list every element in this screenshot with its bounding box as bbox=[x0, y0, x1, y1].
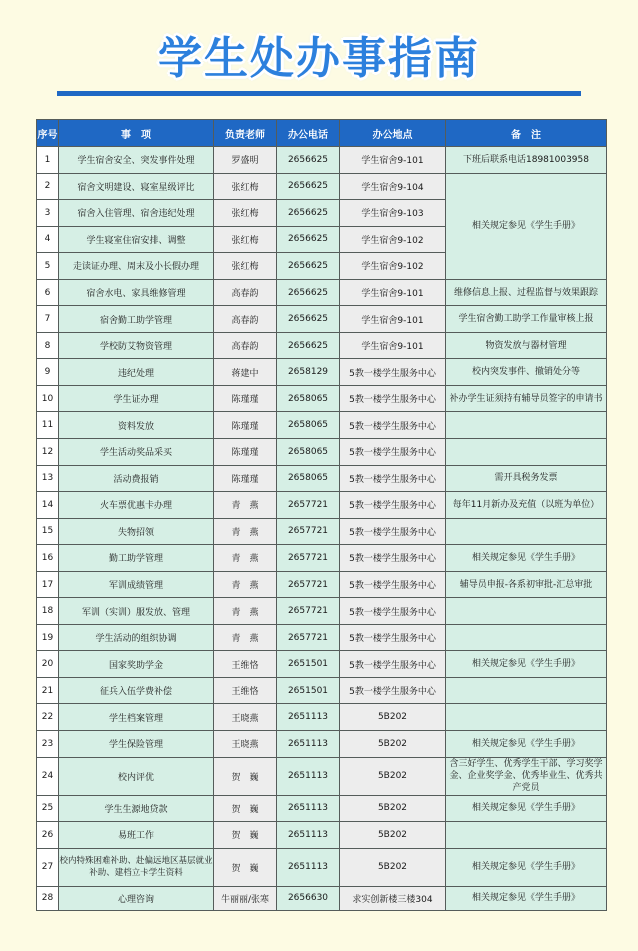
row-item: 学生活动奖品采买 bbox=[59, 439, 214, 466]
row-note bbox=[446, 822, 607, 849]
table-row bbox=[37, 731, 607, 758]
page-title: 学生处办事指南 bbox=[158, 33, 480, 84]
table-row bbox=[37, 545, 607, 572]
row-teacher: 蒋建中 bbox=[214, 359, 277, 386]
row-place: 5B202 bbox=[340, 848, 446, 886]
row-place: 5B202 bbox=[340, 757, 446, 795]
row-place: 5教一楼学生服务中心 bbox=[340, 571, 446, 598]
row-item: 军训成绩管理 bbox=[59, 571, 214, 598]
row-note: 物资发放与器材管理 bbox=[446, 332, 607, 359]
row-note bbox=[446, 518, 607, 545]
row-item: 学生档案管理 bbox=[59, 704, 214, 731]
table-row bbox=[37, 651, 607, 678]
row-place: 学生宿舍9-104 bbox=[340, 173, 446, 200]
row-teacher: 青 燕 bbox=[214, 545, 277, 572]
row-teacher: 青 燕 bbox=[214, 492, 277, 519]
row-teacher: 贺 巍 bbox=[214, 822, 277, 849]
row-phone: 2651113 bbox=[277, 795, 340, 822]
row-place: 5教一楼学生服务中心 bbox=[340, 412, 446, 439]
row-note: 维修信息上报、过程监督与效果跟踪 bbox=[446, 279, 607, 306]
row-note: 下班后联系电话18981003958 bbox=[446, 147, 607, 174]
row-number: 25 bbox=[37, 795, 59, 822]
row-number: 1 bbox=[37, 147, 59, 174]
row-number: 19 bbox=[37, 624, 59, 651]
row-item: 学校防艾物资管理 bbox=[59, 332, 214, 359]
table-row bbox=[37, 886, 607, 910]
row-item: 学生活动的组织协调 bbox=[59, 624, 214, 651]
row-place: 学生宿舍9-101 bbox=[340, 306, 446, 333]
row-note bbox=[446, 412, 607, 439]
row-number: 4 bbox=[37, 226, 59, 253]
row-teacher: 王维恪 bbox=[214, 677, 277, 704]
row-phone: 2651113 bbox=[277, 704, 340, 731]
row-teacher: 陈瑾瑾 bbox=[214, 465, 277, 492]
col-header-item: 事 项 bbox=[59, 120, 214, 147]
row-place: 5教一楼学生服务中心 bbox=[340, 492, 446, 519]
row-phone: 2658065 bbox=[277, 385, 340, 412]
row-item: 勤工助学管理 bbox=[59, 545, 214, 572]
row-phone: 2656625 bbox=[277, 147, 340, 174]
row-item: 校内评优 bbox=[59, 757, 214, 795]
table-row bbox=[37, 279, 607, 306]
row-item: 学生宿舍安全、突发事件处理 bbox=[59, 147, 214, 174]
row-teacher: 青 燕 bbox=[214, 571, 277, 598]
row-note: 需开具税务发票 bbox=[446, 465, 607, 492]
row-item: 心理咨询 bbox=[59, 886, 214, 910]
row-note: 相关规定参见《学生手册》 bbox=[446, 731, 607, 758]
row-place: 学生宿舍9-101 bbox=[340, 332, 446, 359]
table-row bbox=[37, 624, 607, 651]
row-number: 22 bbox=[37, 704, 59, 731]
row-place: 5教一楼学生服务中心 bbox=[340, 359, 446, 386]
row-place: 5教一楼学生服务中心 bbox=[340, 385, 446, 412]
row-item: 资料发放 bbox=[59, 412, 214, 439]
table-row bbox=[37, 465, 607, 492]
row-number: 20 bbox=[37, 651, 59, 678]
row-note bbox=[446, 624, 607, 651]
row-note: 相关规定参见《学生手册》 bbox=[446, 795, 607, 822]
row-item: 国家奖助学金 bbox=[59, 651, 214, 678]
row-phone: 2658129 bbox=[277, 359, 340, 386]
row-teacher: 张红梅 bbox=[214, 200, 277, 227]
row-place: 5B202 bbox=[340, 795, 446, 822]
row-phone: 2651113 bbox=[277, 731, 340, 758]
row-note bbox=[446, 677, 607, 704]
row-note: 相关规定参见《学生手册》 bbox=[446, 651, 607, 678]
row-place: 学生宿舍9-103 bbox=[340, 200, 446, 227]
table-row bbox=[37, 147, 607, 174]
row-phone: 2656625 bbox=[277, 226, 340, 253]
table-row bbox=[37, 359, 607, 386]
row-teacher: 张红梅 bbox=[214, 226, 277, 253]
row-teacher: 陈瑾瑾 bbox=[214, 439, 277, 466]
row-teacher: 王晓燕 bbox=[214, 731, 277, 758]
row-note bbox=[446, 704, 607, 731]
row-item: 宿舍入住管理、宿舍违纪处理 bbox=[59, 200, 214, 227]
table-row bbox=[37, 385, 607, 412]
row-note: 学生宿舍勤工助学工作量审核上报 bbox=[446, 306, 607, 333]
row-item: 宿舍水电、家具维修管理 bbox=[59, 279, 214, 306]
row-number: 24 bbox=[37, 757, 59, 795]
row-phone: 2656630 bbox=[277, 886, 340, 910]
table-row bbox=[37, 332, 607, 359]
row-phone: 2656625 bbox=[277, 173, 340, 200]
row-place: 学生宿舍9-101 bbox=[340, 147, 446, 174]
row-teacher: 青 燕 bbox=[214, 598, 277, 625]
row-number: 17 bbox=[37, 571, 59, 598]
row-item: 失物招领 bbox=[59, 518, 214, 545]
table-row bbox=[37, 598, 607, 625]
row-note: 相关规定参见《学生手册》 bbox=[446, 173, 607, 279]
row-note: 每年11月新办及充值（以班为单位） bbox=[446, 492, 607, 519]
col-header-no: 序号 bbox=[37, 120, 59, 147]
row-place: 5教一楼学生服务中心 bbox=[340, 439, 446, 466]
table-row bbox=[37, 173, 607, 200]
row-number: 26 bbox=[37, 822, 59, 849]
row-number: 18 bbox=[37, 598, 59, 625]
row-phone: 2656625 bbox=[277, 253, 340, 280]
row-phone: 2657721 bbox=[277, 545, 340, 572]
row-number: 2 bbox=[37, 173, 59, 200]
row-note: 相关规定参见《学生手册》 bbox=[446, 545, 607, 572]
row-number: 8 bbox=[37, 332, 59, 359]
row-teacher: 牛丽丽/张寒 bbox=[214, 886, 277, 910]
row-item: 学生保险管理 bbox=[59, 731, 214, 758]
row-phone: 2656625 bbox=[277, 306, 340, 333]
title-underline bbox=[57, 91, 581, 96]
table-row bbox=[37, 518, 607, 545]
table-row bbox=[37, 822, 607, 849]
row-teacher: 张红梅 bbox=[214, 253, 277, 280]
row-item: 校内特殊困难补助、赴偏远地区基层就业补助、建档立卡学生资料 bbox=[59, 848, 214, 886]
row-note bbox=[446, 439, 607, 466]
row-item: 学生生源地贷款 bbox=[59, 795, 214, 822]
row-place: 学生宿舍9-102 bbox=[340, 226, 446, 253]
row-phone: 2657721 bbox=[277, 571, 340, 598]
row-place: 5教一楼学生服务中心 bbox=[340, 624, 446, 651]
row-note: 补办学生证须持有辅导员签字的申请书 bbox=[446, 385, 607, 412]
row-place: 5B202 bbox=[340, 822, 446, 849]
row-number: 23 bbox=[37, 731, 59, 758]
row-teacher: 陈瑾瑾 bbox=[214, 412, 277, 439]
row-number: 13 bbox=[37, 465, 59, 492]
table-row bbox=[37, 704, 607, 731]
col-header-teacher: 负责老师 bbox=[214, 120, 277, 147]
row-phone: 2657721 bbox=[277, 518, 340, 545]
row-number: 14 bbox=[37, 492, 59, 519]
row-teacher: 罗盛明 bbox=[214, 147, 277, 174]
row-note: 校内突发事件、撤销处分等 bbox=[446, 359, 607, 386]
row-phone: 2651501 bbox=[277, 651, 340, 678]
row-item: 军训（实训）服发放、管理 bbox=[59, 598, 214, 625]
row-number: 11 bbox=[37, 412, 59, 439]
table-row bbox=[37, 412, 607, 439]
row-phone: 2656625 bbox=[277, 279, 340, 306]
row-item: 违纪处理 bbox=[59, 359, 214, 386]
table-header-row bbox=[37, 120, 607, 147]
row-phone: 2656625 bbox=[277, 332, 340, 359]
row-number: 16 bbox=[37, 545, 59, 572]
row-phone: 2657721 bbox=[277, 492, 340, 519]
row-number: 9 bbox=[37, 359, 59, 386]
row-place: 5教一楼学生服务中心 bbox=[340, 465, 446, 492]
row-place: 5教一楼学生服务中心 bbox=[340, 518, 446, 545]
row-note: 含三好学生、优秀学生干部、学习奖学金、企业奖学金、优秀毕业生、优秀共产党员 bbox=[446, 757, 607, 795]
table-row bbox=[37, 757, 607, 795]
col-header-phone: 办公电话 bbox=[277, 120, 340, 147]
row-teacher: 王维恪 bbox=[214, 651, 277, 678]
table-row bbox=[37, 677, 607, 704]
row-teacher: 青 燕 bbox=[214, 624, 277, 651]
table-row bbox=[37, 795, 607, 822]
row-phone: 2658065 bbox=[277, 439, 340, 466]
row-number: 6 bbox=[37, 279, 59, 306]
row-teacher: 王晓燕 bbox=[214, 704, 277, 731]
row-place: 5教一楼学生服务中心 bbox=[340, 545, 446, 572]
row-item: 征兵入伍学费补偿 bbox=[59, 677, 214, 704]
row-teacher: 贺 巍 bbox=[214, 848, 277, 886]
row-phone: 2651501 bbox=[277, 677, 340, 704]
row-number: 12 bbox=[37, 439, 59, 466]
row-phone: 2658065 bbox=[277, 465, 340, 492]
row-note: 相关规定参见《学生手册》 bbox=[446, 886, 607, 910]
row-phone: 2657721 bbox=[277, 598, 340, 625]
row-number: 15 bbox=[37, 518, 59, 545]
row-teacher: 贺 巍 bbox=[214, 757, 277, 795]
row-number: 21 bbox=[37, 677, 59, 704]
row-place: 5教一楼学生服务中心 bbox=[340, 677, 446, 704]
row-number: 27 bbox=[37, 848, 59, 886]
row-item: 学生寝室住宿安排、调整 bbox=[59, 226, 214, 253]
row-phone: 2651113 bbox=[277, 757, 340, 795]
row-place: 5B202 bbox=[340, 704, 446, 731]
row-teacher: 贺 巍 bbox=[214, 795, 277, 822]
row-teacher: 高春韵 bbox=[214, 306, 277, 333]
row-phone: 2651113 bbox=[277, 822, 340, 849]
row-item: 宿舍文明建设、寝室星级评比 bbox=[59, 173, 214, 200]
row-note: 相关规定参见《学生手册》 bbox=[446, 848, 607, 886]
row-teacher: 张红梅 bbox=[214, 173, 277, 200]
table-row bbox=[37, 848, 607, 886]
guide-table bbox=[36, 119, 607, 911]
row-note bbox=[446, 598, 607, 625]
row-teacher: 高春韵 bbox=[214, 279, 277, 306]
row-place: 学生宿舍9-101 bbox=[340, 279, 446, 306]
row-number: 3 bbox=[37, 200, 59, 227]
row-phone: 2656625 bbox=[277, 200, 340, 227]
row-teacher: 陈瑾瑾 bbox=[214, 385, 277, 412]
row-teacher: 高春韵 bbox=[214, 332, 277, 359]
row-note: 辅导员申报-各系初审批-汇总审批 bbox=[446, 571, 607, 598]
table-row bbox=[37, 306, 607, 333]
row-item: 走读证办理、周末及小长假办理 bbox=[59, 253, 214, 280]
row-place: 5教一楼学生服务中心 bbox=[340, 651, 446, 678]
row-place: 求实创新楼三楼304 bbox=[340, 886, 446, 910]
row-teacher: 青 燕 bbox=[214, 518, 277, 545]
row-item: 宿舍勤工助学管理 bbox=[59, 306, 214, 333]
row-phone: 2651113 bbox=[277, 848, 340, 886]
row-item: 活动费报销 bbox=[59, 465, 214, 492]
row-item: 易班工作 bbox=[59, 822, 214, 849]
row-number: 28 bbox=[37, 886, 59, 910]
row-item: 学生证办理 bbox=[59, 385, 214, 412]
table-row bbox=[37, 571, 607, 598]
table-row bbox=[37, 439, 607, 466]
row-number: 7 bbox=[37, 306, 59, 333]
row-phone: 2657721 bbox=[277, 624, 340, 651]
row-phone: 2658065 bbox=[277, 412, 340, 439]
col-header-note: 备 注 bbox=[446, 120, 607, 147]
row-place: 5B202 bbox=[340, 731, 446, 758]
row-place: 5教一楼学生服务中心 bbox=[340, 598, 446, 625]
col-header-place: 办公地点 bbox=[340, 120, 446, 147]
row-number: 10 bbox=[37, 385, 59, 412]
row-place: 学生宿舍9-102 bbox=[340, 253, 446, 280]
row-item: 火车票优惠卡办理 bbox=[59, 492, 214, 519]
row-number: 5 bbox=[37, 253, 59, 280]
table-row bbox=[37, 492, 607, 519]
